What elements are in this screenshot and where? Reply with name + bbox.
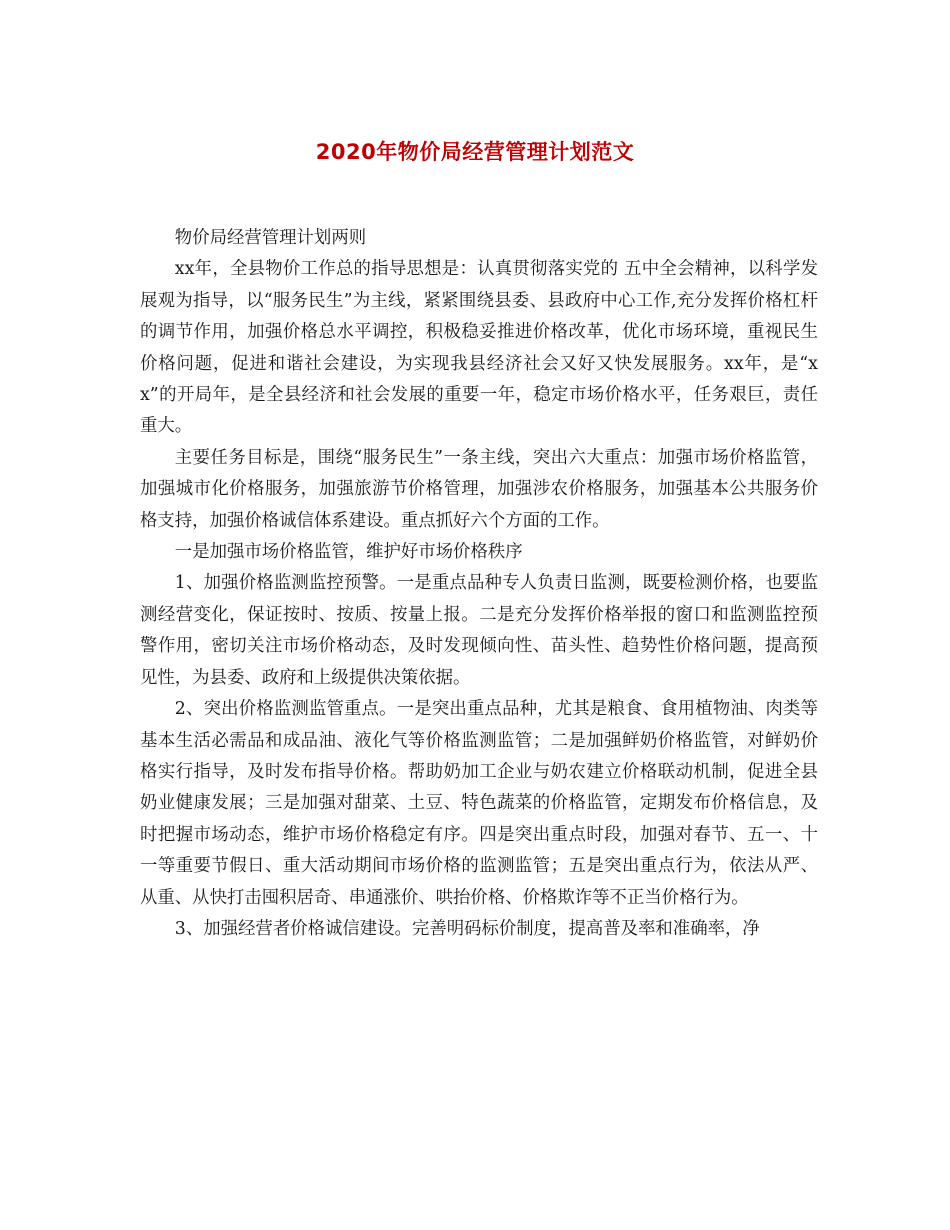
document-title: 2020年物价局经营管理计划范文	[315, 140, 635, 164]
paragraph-subtitle: 物价局经营管理计划两则	[174, 228, 367, 248]
paragraph-section-one-heading: 一是加强市场价格监管，维护好市场价格秩序	[174, 542, 523, 563]
paragraph-guiding-thought: xx年，全县物价工作总的指导思想是：认真贯彻落实党的 五中全会精神，以科学发展观为指导，以“服务民生”为主线，紧紧围绕县委、县政府中心工作,充分发挥价格杠杆的调节作用，加强价格总水平调控，积极稳妥推进价格改革，优化市场环境，重视民生价格问题，促进和谐社会建设，为实现我县经济社会又好又快发展服务。xx年，是“xx”的开局年，是全县经济和社会发展的重要一年，稳定市场价格水平，任务艰巨，责任重大。	[140, 259, 818, 437]
paragraph-item-3: 3、加强经营者价格诚信建设。完善明码标价制度，提高普及率和准确率，净	[174, 918, 760, 939]
paragraph-item-2: 2、突出价格监测监管重点。一是突出重点品种，尤其是粮食、食用植物油、肉类等基本生活必需品和成品油、液化气等价格监测监管；二是加强鲜奶价格监管，对鲜奶价格实行指导，及时发布指导价格。帮助奶加工企业与奶农建立价格联动机制，促进全县奶业健康发展；三是加强对甜菜、土豆、特色蔬菜的价格监管，定期发布价格信息，及时把握市场动态，维护市场价格稳定有序。四是突出重点时段，加强对春节、五一、十一等重要节假日、重大活动期间市场价格的监测监管；五是突出重点行为，依法从严、从重、从快打击囤积居奇、串通涨价、哄抬价格、价格欺诈等不正当价格行为。	[140, 699, 818, 908]
paragraph-item-1: 1、加强价格监测监控预警。一是重点品种专人负责日监测，既要检测价格，也要监测经营变化，保证按时、按质、按量上报。二是充分发挥价格举报的窗口和监测监控预警作用，密切关注市场价格动态，及时发现倾向性、苗头性、趋势性价格问题，提高预见性，为县委、政府和上级提供决策依据。	[140, 573, 818, 688]
document-body	[140, 223, 818, 945]
paragraph-main-tasks: 主要任务目标是，围绕“服务民生”一条主线，突出六大重点：加强市场价格监管，加强城市化价格服务，加强旅游节价格管理，加强涉农价格服务，加强基本公共服务价格支持，加强价格诚信体系建设。重点抓好六个方面的工作。	[140, 447, 818, 531]
